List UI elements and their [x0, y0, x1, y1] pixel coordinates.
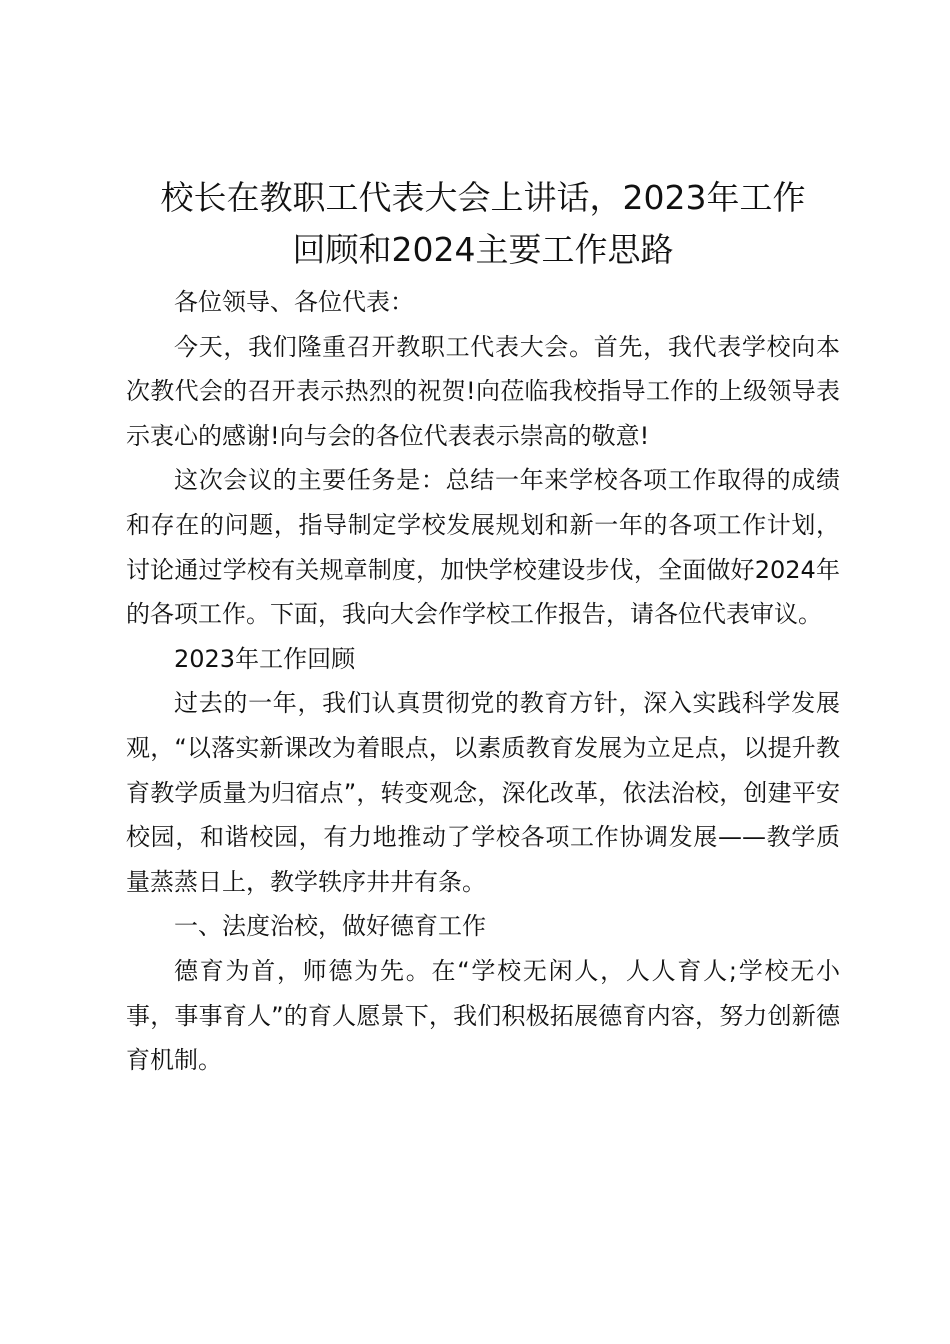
paragraph-tasks: 这次会议的主要任务是：总结一年来学校各项工作取得的成绩和存在的问题，指导制定学校发展规划和新一年的各项工作计划，讨论通过学校有关规章制度，加快学校建设步伐，全面做好2024年的各项工作。下面，我向大会作学校工作报告，请各位代表审议。: [126, 466, 840, 629]
paragraph-review: 过去的一年，我们认真贯彻党的教育方针，深入实践科学发展观，“以落实新课改为着眼点，以素质教育发展为立足点，以提升教育教学质量为归宿点”，转变观念，深化改革，依法治校，创建平安校园，和谐校园，有力地推动了学校各项工作协调发展——教学质量蒸蒸日上，教学轶序井井有条。: [126, 689, 840, 896]
salutation: 各位领导、各位代表：: [174, 288, 414, 316]
title-line-2: 回顾和2024主要工作思路: [292, 230, 674, 269]
document-body: [126, 172, 840, 1083]
document-title: [126, 172, 840, 276]
paragraph-opening: 今天，我们隆重召开教职工代表大会。首先，我代表学校向本次教代会的召开表示热烈的祝贺!向莅临我校指导工作的上级领导表示衷心的感谢!向与会的各位代表表示崇高的敬意!: [126, 332, 840, 450]
section-heading-review: 2023年工作回顾: [174, 644, 356, 673]
title-line-1: 校长在教职工代表大会上讲话，2023年工作: [160, 178, 806, 217]
section-heading-moral-education: 一、法度治校，做好德育工作: [174, 912, 486, 941]
paragraph-moral-education: 德育为首，师德为先。在“学校无闲人，人人育人;学校无小事，事事育人”的育人愿景下，我们积极拓展德育内容，努力创新德育机制。: [126, 956, 840, 1075]
